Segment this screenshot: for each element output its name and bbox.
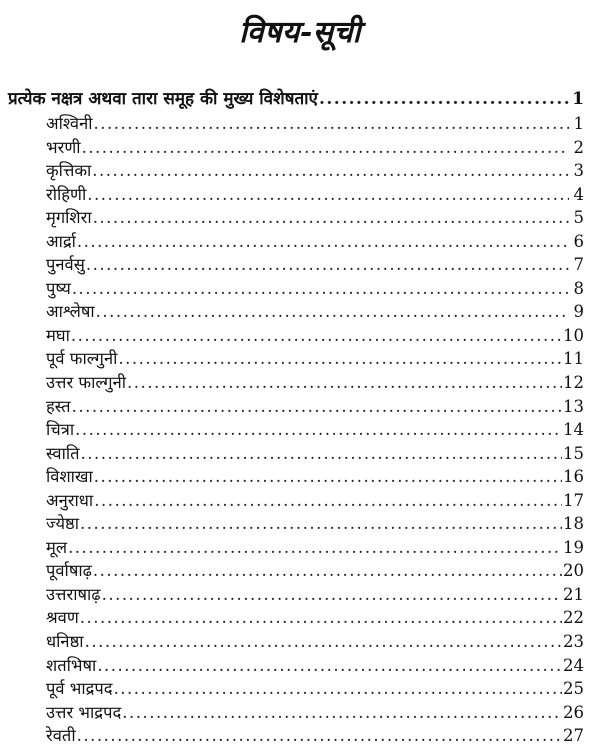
- toc-entry: [46, 252, 584, 276]
- toc-entry-page-number: 3: [573, 161, 584, 181]
- toc-list: [46, 111, 584, 747]
- toc-entry-label: चित्रा: [46, 420, 75, 440]
- toc-entry: [46, 605, 584, 629]
- toc-entry: [46, 723, 584, 747]
- toc-entry-page-number: 16: [563, 467, 584, 487]
- toc-entry-page-number: 5: [573, 208, 584, 228]
- toc-entry-page-number: 27: [563, 726, 584, 746]
- toc-entry: [46, 488, 584, 512]
- dot-leader: [86, 255, 569, 274]
- toc-entry-page-number: 9: [573, 302, 584, 322]
- toc-entry: [46, 441, 584, 465]
- dot-leader: [82, 138, 569, 157]
- dot-leader: [127, 373, 562, 392]
- toc-entry-page-number: 22: [563, 608, 584, 628]
- toc-entry-page-number: 14: [563, 420, 584, 440]
- toc-entry-page-number: 2: [573, 137, 584, 157]
- toc-entry: [46, 558, 584, 582]
- toc-entry-label: पूर्व भाद्रपद: [46, 679, 113, 699]
- toc-entry-page-number: 26: [563, 702, 584, 722]
- toc-entry: [46, 323, 584, 347]
- dot-leader: [118, 349, 562, 368]
- toc-entry-page-number: 17: [563, 490, 584, 510]
- toc-entry: [46, 370, 584, 394]
- toc-entry-page-number: 13: [563, 396, 584, 416]
- toc-entry: [46, 276, 584, 300]
- toc-entry-label: रोहिणी: [46, 184, 87, 204]
- toc-heading-label: प्रत्येक नक्षत्र अथवा तारा समूह की मुख्य विशेषताएं: [8, 89, 318, 109]
- dot-leader: [68, 538, 562, 557]
- toc-entry: [46, 135, 584, 159]
- toc-entry-page-number: 7: [573, 255, 584, 275]
- toc-entry: [46, 417, 584, 441]
- toc-entry-label: पूर्वाषाढ़: [46, 561, 92, 581]
- toc-entry-label: धनिष्ठा: [46, 632, 84, 652]
- toc-entry-label: मृगशिरा: [46, 208, 92, 228]
- toc-entry-label: आश्लेषा: [46, 302, 95, 322]
- toc-entry-label: कृत्तिका: [46, 161, 92, 181]
- toc-entry: [46, 464, 584, 488]
- toc-entry-page-number: 1: [573, 114, 584, 133]
- dot-leader: [92, 161, 569, 180]
- toc-section-heading: [8, 86, 584, 112]
- toc-entry: [46, 511, 584, 535]
- dot-leader: [114, 679, 562, 698]
- toc-entry-label: पुनर्वसु: [46, 255, 85, 275]
- dot-leader: [81, 444, 562, 463]
- toc-entry: [46, 205, 584, 229]
- dot-leader: [94, 491, 562, 510]
- toc-entry-label: रेवती: [46, 726, 76, 746]
- toc-entry-page-number: 20: [563, 561, 584, 581]
- toc-entry-label: श्रवण: [46, 608, 79, 628]
- toc-entry-page-number: 10: [563, 325, 584, 345]
- toc-entry-label: स्वाति: [46, 443, 80, 463]
- toc-entry-page-number: 12: [563, 373, 584, 393]
- toc-entry-label: भरणी: [46, 137, 81, 157]
- dot-leader: [93, 208, 569, 227]
- toc-entry-page-number: 4: [573, 184, 584, 204]
- toc-entry-label: हस्त: [46, 396, 71, 416]
- toc-entry: [46, 653, 584, 677]
- toc-entry: [46, 629, 584, 653]
- toc-entry-label: ज्येष्ठा: [46, 514, 79, 534]
- dot-leader: [122, 703, 562, 722]
- dot-leader: [96, 302, 569, 321]
- dot-leader: [72, 279, 569, 298]
- toc-entry: [46, 700, 584, 724]
- dot-leader: [94, 114, 570, 133]
- toc-entry-page-number: 8: [573, 278, 584, 298]
- toc-entry-label: पूर्व फाल्गुनी: [46, 349, 118, 369]
- toc-entry: [46, 535, 584, 559]
- dot-leader: [87, 185, 569, 204]
- toc-entry: [46, 346, 584, 370]
- dot-leader: [319, 89, 569, 109]
- toc-entry: [46, 158, 584, 182]
- toc-entry: [46, 582, 584, 606]
- toc-entry: [46, 229, 584, 253]
- toc-entry-label: शतभिषा: [46, 655, 97, 675]
- dot-leader: [94, 467, 562, 486]
- toc-entry-label: आर्द्रा: [46, 231, 76, 251]
- toc-entry-label: विशाखा: [46, 467, 93, 487]
- toc-entry-label: पुष्य: [46, 278, 71, 298]
- toc-entry-label: अनुराधा: [46, 490, 94, 510]
- dot-leader: [102, 585, 562, 604]
- toc-entry: [46, 394, 584, 418]
- toc-entry-page-number: 18: [563, 514, 584, 534]
- toc-entry-page-number: 19: [563, 537, 584, 557]
- toc-entry-label: उत्तराषाढ़: [46, 584, 101, 604]
- dot-leader: [80, 608, 562, 627]
- toc-heading-page: 1: [572, 89, 584, 109]
- toc-entry: [46, 676, 584, 700]
- toc-entry-page-number: 21: [563, 584, 584, 604]
- toc-entry-label: अश्विनी: [46, 114, 93, 133]
- dot-leader: [75, 420, 562, 439]
- toc-entry-page-number: 25: [563, 679, 584, 699]
- toc-entry: [46, 299, 584, 323]
- toc-entry-page-number: 6: [573, 231, 584, 251]
- dot-leader: [77, 232, 569, 251]
- dot-leader: [85, 632, 562, 651]
- toc-entry-page-number: 23: [563, 632, 584, 652]
- toc-entry-label: मूल: [46, 537, 68, 557]
- dot-leader: [80, 514, 562, 533]
- toc-entry: [46, 111, 584, 135]
- toc-entry-label: उत्तर फाल्गुनी: [46, 373, 127, 393]
- dot-leader: [72, 397, 562, 416]
- toc-entry: [46, 182, 584, 206]
- toc-entry-page-number: 11: [563, 349, 584, 369]
- toc-entry-page-number: 24: [563, 655, 584, 675]
- dot-leader: [71, 326, 562, 345]
- toc-entry-label: मघा: [46, 325, 70, 345]
- toc-entry-page-number: 15: [563, 443, 584, 463]
- dot-leader: [93, 561, 562, 580]
- toc-entry-label: उत्तर भाद्रपद: [46, 702, 122, 722]
- page-title: विषय-सूची: [239, 15, 361, 50]
- dot-leader: [97, 656, 562, 675]
